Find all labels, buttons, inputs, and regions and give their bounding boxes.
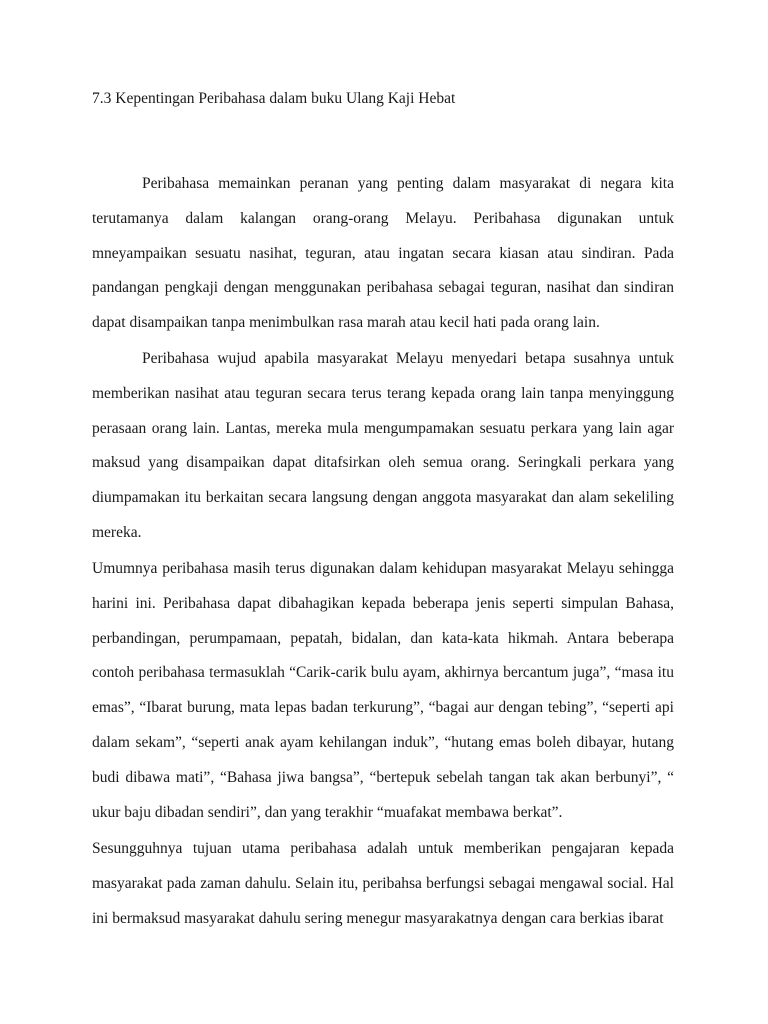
paragraph-2: Peribahasa wujud apabila masyarakat Melayu menyedari betapa susahnya untuk memberikan nasihat atau teguran secara terus terang kepada orang lain tanpa menyinggung perasaan orang lain. Lantas, mereka mula mengumpamakan sesuatu perkara yang lain agar maksud yang disampaikan dapat ditafsirkan oleh semua orang. Seringkali perkara yang diumpamakan itu berkaitan secara langsung dengan anggota masyarakat dan alam sekeliling mereka. — [92, 350, 674, 541]
paragraph-4: Sesungguhnya tujuan utama peribahasa adalah untuk memberikan pengajaran kepada masyarakat pada zaman dahulu. Selain itu, peribahsa berfungsi sebagai mengawal social. Hal ini bermaksud masyarakat dahulu sering menegur masyarakatnya dengan cara berkias ibarat — [92, 840, 674, 927]
section-heading: 7.3 Kepentingan Peribahasa dalam buku Ulang Kaji Hebat — [92, 90, 456, 107]
paragraph-1: Peribahasa memainkan peranan yang penting dalam masyarakat di negara kita terutamanya dalam kalangan orang-orang Melayu. Peribahasa digunakan untuk mneyampaikan sesuatu nasihat, teguran, atau ingatan secara kiasan atau sindiran. Pada pandangan pengkaji dengan menggunakan peribahasa sebagai teguran, nasihat dan sindiran dapat disampaikan tanpa menimbulkan rasa marah atau kecil hati pada orang lain. — [92, 175, 674, 332]
paragraph-3: Umumnya peribahasa masih terus digunakan dalam kehidupan masyarakat Melayu sehingga harini ini. Peribahasa dapat dibahagikan kepada beberapa jenis seperti simpulan Bahasa, perbandingan, perumpamaan, pepatah, bidalan, dan kata-kata hikmah. Antara beberapa contoh peribahasa termasuklah “Carik-carik bulu ayam, akhirnya bercantum juga”, “masa itu emas”, “Ibarat burung, mata lepas badan terkurung”, “bagai aur dengan tebing”, “seperti api dalam sekam”, “seperti anak ayam kehilangan induk”, “hutang emas boleh dibayar, hutang budi dibawa mati”, “Bahasa jiwa bangsa”, “bertepuk sebelah tangan tak akan berbunyi”, “ ukur baju dibadan sendiri”, dan yang terakhir “muafakat membawa berkat”. — [92, 560, 674, 821]
